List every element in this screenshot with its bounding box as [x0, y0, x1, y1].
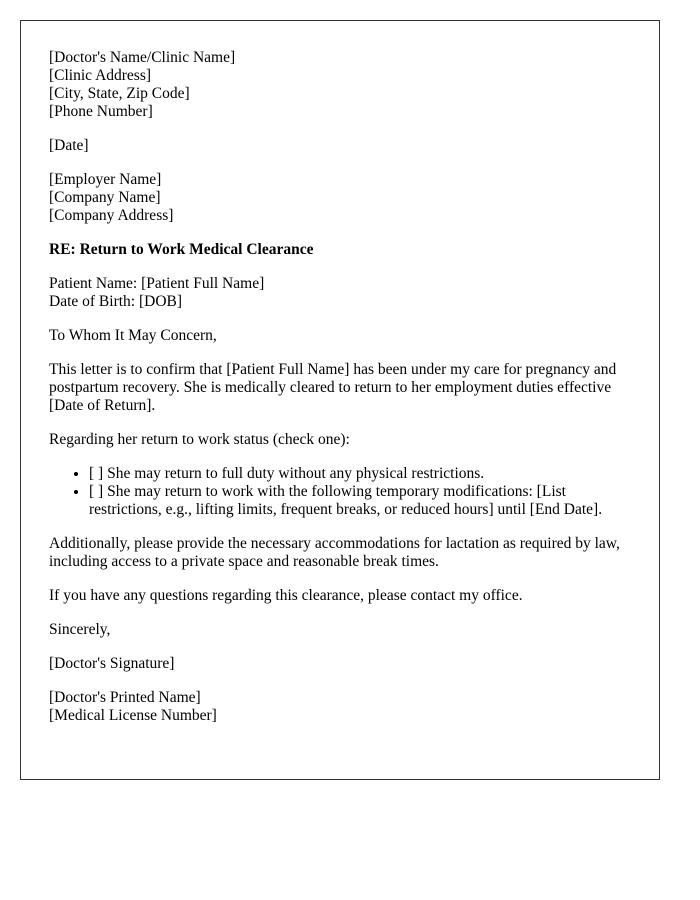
recipient-address: [Company Address]	[49, 207, 174, 224]
body-paragraph-confirmation: This letter is to confirm that [Patient Full Name] has been under my care for pregnancy and postpartum recovery. She is medically cleared to return to her employment duties effective [Date of Return].	[49, 361, 617, 414]
patient-dob: Date of Birth: [DOB]	[49, 293, 183, 310]
letter-page	[20, 20, 660, 780]
license-number: [Medical License Number]	[49, 707, 217, 724]
status-options-list	[49, 465, 631, 519]
salutation: To Whom It May Concern,	[49, 327, 217, 344]
body-paragraph-lactation: Additionally, please provide the necessary accommodations for lactation as required by law, including access to a private space and reasonable break times.	[49, 535, 620, 570]
status-intro: Regarding her return to work status (check one):	[49, 431, 350, 448]
sender-name: [Doctor's Name/Clinic Name]	[49, 49, 236, 66]
status-option-full-duty: • [ ] She may return to full duty without any physical restrictions.	[89, 465, 631, 483]
signature-placeholder: [Doctor's Signature]	[49, 655, 175, 672]
subject-block	[49, 241, 631, 259]
body-paragraph-contact: If you have any questions regarding this clearance, please contact my office.	[49, 587, 523, 604]
recipient-company: [Company Name]	[49, 189, 161, 206]
date-block	[49, 137, 631, 155]
sender-phone: [Phone Number]	[49, 103, 153, 120]
printed-block	[49, 689, 631, 725]
patient-name: Patient Name: [Patient Full Name]	[49, 275, 265, 292]
status-option-modified-duty: • [ ] She may return to work with the following temporary modifications: [List restrictions, e.g., lifting limits, frequent breaks, or reduced hours] until [End Date].	[89, 483, 631, 519]
closing: Sincerely,	[49, 621, 111, 638]
subject-line: RE: Return to Work Medical Clearance	[49, 241, 314, 258]
letter-date: [Date]	[49, 137, 89, 154]
printed-name: [Doctor's Printed Name]	[49, 689, 201, 706]
patient-block	[49, 275, 631, 311]
sender-address: [Clinic Address]	[49, 67, 152, 84]
recipient-block	[49, 171, 631, 225]
sender-block	[49, 49, 631, 121]
sender-city: [City, State, Zip Code]	[49, 85, 190, 102]
recipient-name: [Employer Name]	[49, 171, 162, 188]
